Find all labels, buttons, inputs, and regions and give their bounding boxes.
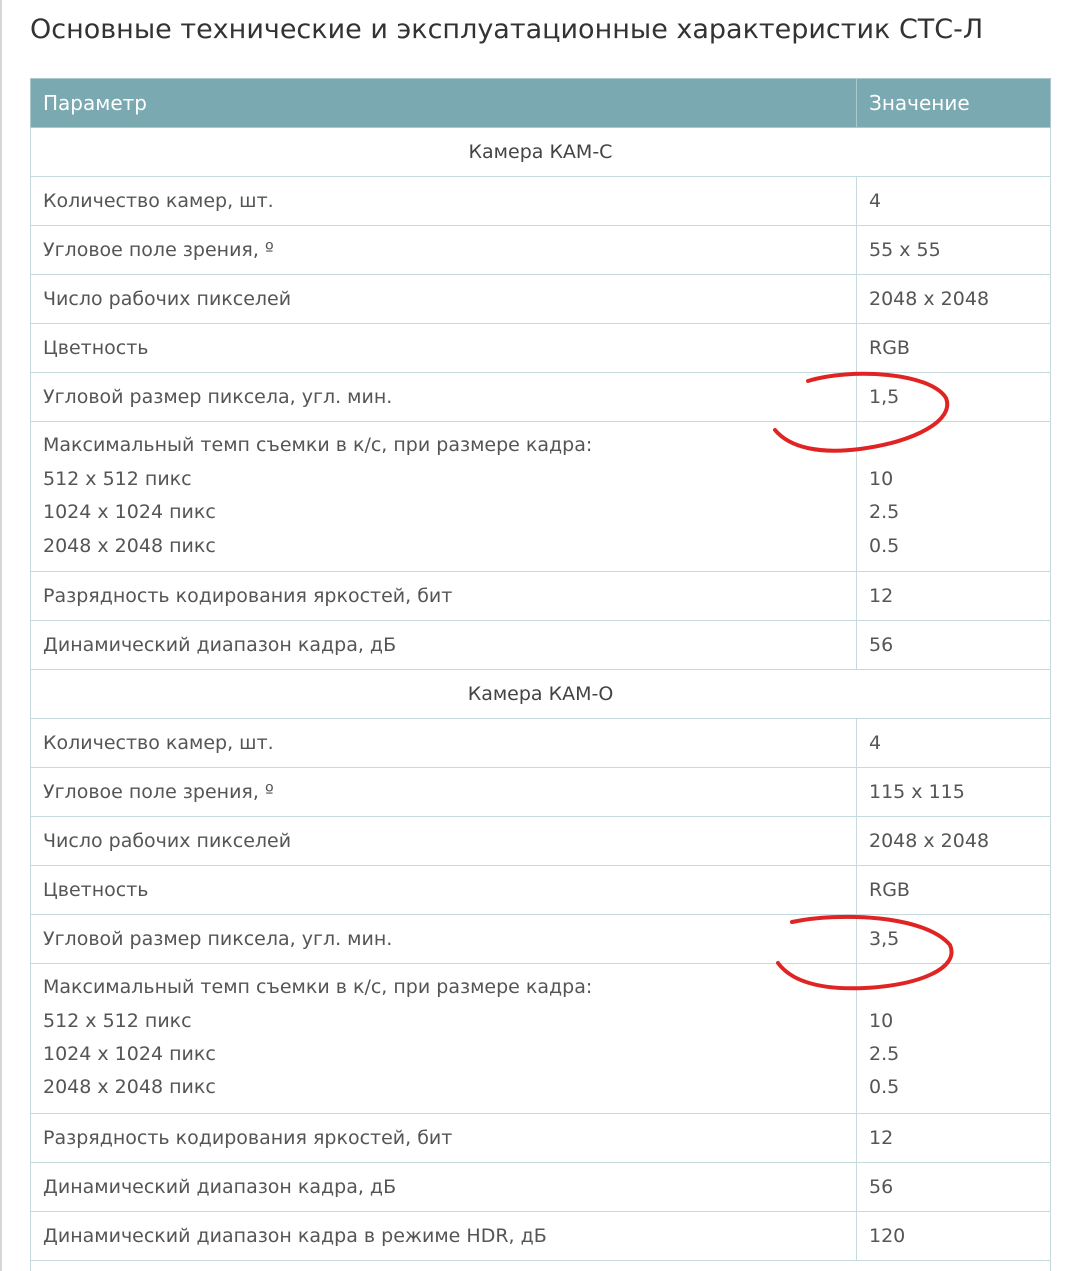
section-row xyxy=(31,669,1051,718)
value-cell: RGB xyxy=(857,324,1051,373)
value-cell: 12 xyxy=(857,1113,1051,1162)
table-row xyxy=(31,1113,1051,1162)
param-cell: Угловое поле зрения, º xyxy=(31,226,857,275)
param-label: Максимальный темп съемки в к/с, при размере кадра: xyxy=(43,975,593,998)
sub-value: 10 xyxy=(869,1009,894,1032)
param-cell: Количество камер, шт. xyxy=(31,718,857,767)
param-cell: Число рабочих пикселей xyxy=(31,816,857,865)
sub-value: 0.5 xyxy=(869,534,900,557)
param-cell: Разрядность кодирования яркостей, бит xyxy=(31,571,857,620)
table-row xyxy=(31,1211,1051,1260)
table-row xyxy=(31,718,1051,767)
section-title: Камера КАМ-С xyxy=(31,128,1051,177)
value-cell: 3,5 xyxy=(857,914,1051,963)
table-row xyxy=(31,571,1051,620)
sub-value: 2.5 xyxy=(869,1043,900,1066)
table-row xyxy=(31,177,1051,226)
param-cell: Угловой размер пиксела, угл. мин. xyxy=(31,373,857,422)
specs-table xyxy=(30,78,1051,1271)
value-cell: 55 x 55 xyxy=(857,226,1051,275)
sub-param-label: 512 x 512 пикс xyxy=(43,1009,192,1032)
sub-param-label: 2048 x 2048 пикс xyxy=(43,1076,216,1099)
value-cell: 56 xyxy=(857,620,1051,669)
value-cell: 12 xyxy=(857,571,1051,620)
page-left-border xyxy=(0,0,2,1271)
page-title: Основные технические и эксплуатационные характеристик СТС-Л xyxy=(30,14,984,45)
table-row xyxy=(31,1162,1051,1211)
param-cell xyxy=(31,963,857,1113)
value-cell xyxy=(857,963,1051,1113)
sub-value: 0.5 xyxy=(869,1076,900,1099)
table-row xyxy=(31,865,1051,914)
param-cell: Цветность xyxy=(31,865,857,914)
param-cell: Динамический диапазон кадра, дБ xyxy=(31,620,857,669)
value-cell: 2048 x 2048 xyxy=(857,275,1051,324)
value-cell: 4 xyxy=(857,177,1051,226)
param-cell: Динамический диапазон кадра, дБ xyxy=(31,1162,857,1211)
value-cell: 115 x 115 xyxy=(857,767,1051,816)
sub-param-label: 2048 x 2048 пикс xyxy=(43,534,216,557)
value-cell xyxy=(857,422,1051,572)
header-param: Параметр xyxy=(31,79,857,128)
sub-param-label: 1024 x 1024 пикс xyxy=(43,1043,216,1066)
table-row xyxy=(31,963,1051,1113)
sub-param-label: 1024 x 1024 пикс xyxy=(43,501,216,524)
table-row xyxy=(31,620,1051,669)
sub-value: 10 xyxy=(869,468,894,490)
section-row xyxy=(31,128,1051,177)
table-row-cut-off xyxy=(31,1260,1051,1271)
param-cell xyxy=(31,422,857,572)
cut-off-cell xyxy=(31,1260,1051,1271)
table-row xyxy=(31,767,1051,816)
param-label: Максимальный темп съемки в к/с, при размере кадра: xyxy=(43,434,593,456)
section-title: Камера КАМ-О xyxy=(31,669,1051,718)
value-cell: 1,5 xyxy=(857,373,1051,422)
value-cell: 120 xyxy=(857,1211,1051,1260)
param-cell: Разрядность кодирования яркостей, бит xyxy=(31,1113,857,1162)
param-cell: Угловой размер пиксела, угл. мин. xyxy=(31,914,857,963)
table-row xyxy=(31,914,1051,963)
param-cell: Цветность xyxy=(31,324,857,373)
value-cell: RGB xyxy=(857,865,1051,914)
table-row xyxy=(31,816,1051,865)
table-row xyxy=(31,373,1051,422)
param-cell: Число рабочих пикселей xyxy=(31,275,857,324)
sub-value: 2.5 xyxy=(869,501,900,524)
table-header-row xyxy=(31,79,1051,128)
param-cell: Угловое поле зрения, º xyxy=(31,767,857,816)
header-value: Значение xyxy=(857,79,1051,128)
value-cell: 56 xyxy=(857,1162,1051,1211)
table-row xyxy=(31,422,1051,572)
param-cell: Количество камер, шт. xyxy=(31,177,857,226)
value-cell: 2048 x 2048 xyxy=(857,816,1051,865)
param-cell: Динамический диапазон кадра в режиме HDR, дБ xyxy=(31,1211,857,1260)
table-row xyxy=(31,226,1051,275)
sub-param-label: 512 x 512 пикс xyxy=(43,468,192,490)
table-row xyxy=(31,324,1051,373)
value-cell: 4 xyxy=(857,718,1051,767)
table-row xyxy=(31,275,1051,324)
